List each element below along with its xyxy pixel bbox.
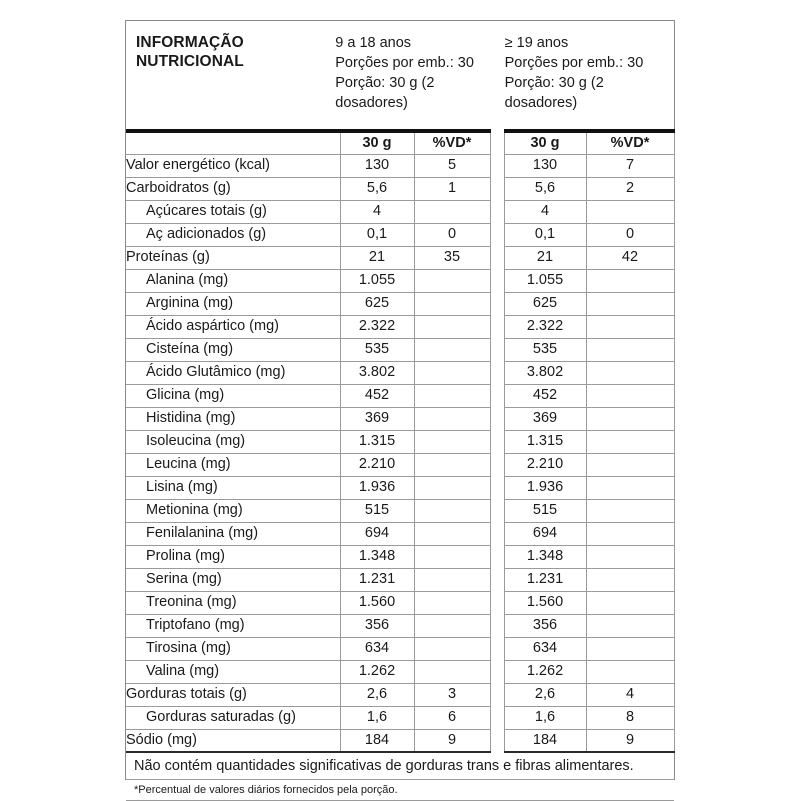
row-g1-dv	[414, 292, 490, 315]
row-g1-dv: 6	[414, 706, 490, 729]
row-g1-amount: 694	[340, 522, 414, 545]
row-g2-dv	[586, 591, 674, 614]
group-2-serving-size-line1: Porção: 30 g (2	[504, 75, 604, 91]
row-g1-amount: 2.210	[340, 453, 414, 476]
row-gap	[490, 706, 504, 729]
row-g2-amount: 1.231	[504, 568, 586, 591]
row-g1-amount: 1.055	[340, 269, 414, 292]
table-row	[126, 200, 674, 223]
row-gap	[490, 683, 504, 706]
row-label: Arginina (mg)	[126, 292, 340, 315]
row-g2-amount: 356	[504, 614, 586, 637]
row-label: Serina (mg)	[126, 568, 340, 591]
group-1-age-label: 9 a 18 anos	[335, 35, 412, 51]
row-g1-amount: 2,6	[340, 683, 414, 706]
group-2-serving-size-line2: dosadores)	[504, 95, 578, 111]
row-g2-dv	[586, 430, 674, 453]
group-1-serving-size-line1: Porção: 30 g (2	[335, 75, 435, 91]
row-gap	[490, 154, 504, 177]
table-row	[126, 614, 674, 637]
row-gap	[490, 292, 504, 315]
row-label: Isoleucina (mg)	[126, 430, 340, 453]
row-g2-amount: 21	[504, 246, 586, 269]
row-g1-dv	[414, 315, 490, 338]
row-label: Proteínas (g)	[126, 246, 340, 269]
row-gap	[490, 637, 504, 660]
row-g2-dv: 4	[586, 683, 674, 706]
row-gap	[490, 177, 504, 200]
row-g1-dv	[414, 660, 490, 683]
row-g2-amount: 515	[504, 499, 586, 522]
nutrition-facts-panel	[125, 20, 675, 796]
row-g1-amount: 1,6	[340, 706, 414, 729]
table-row	[126, 729, 674, 752]
table-row	[126, 407, 674, 430]
row-gap	[490, 361, 504, 384]
row-label: Valina (mg)	[126, 660, 340, 683]
row-gap	[490, 200, 504, 223]
row-g1-amount: 1.262	[340, 660, 414, 683]
row-gap	[490, 384, 504, 407]
row-g1-amount: 535	[340, 338, 414, 361]
row-g2-dv	[586, 338, 674, 361]
nutrition-table	[126, 125, 675, 753]
row-g2-dv	[586, 499, 674, 522]
row-g2-dv	[586, 614, 674, 637]
row-g1-dv	[414, 453, 490, 476]
row-gap	[490, 453, 504, 476]
row-g1-amount: 21	[340, 246, 414, 269]
row-g2-amount: 184	[504, 729, 586, 752]
row-g1-dv	[414, 614, 490, 637]
row-gap	[490, 476, 504, 499]
table-row	[126, 177, 674, 200]
row-g2-dv	[586, 407, 674, 430]
row-g2-dv	[586, 453, 674, 476]
row-g2-dv	[586, 568, 674, 591]
column-header-g2-dv: %VD*	[586, 131, 674, 154]
row-label: Sódio (mg)	[126, 729, 340, 752]
column-header-row	[126, 131, 674, 154]
row-g2-dv	[586, 476, 674, 499]
row-g1-amount: 2.322	[340, 315, 414, 338]
row-g1-amount: 1.348	[340, 545, 414, 568]
row-g2-dv	[586, 292, 674, 315]
group-2-age-label: ≥ 19 anos	[504, 35, 569, 51]
row-label: Aç adicionados (g)	[126, 223, 340, 246]
row-gap	[490, 407, 504, 430]
trans-fat-fiber-note: Não contém quantidades significativas de gorduras trans e fibras alimentares.	[126, 753, 674, 780]
row-g1-dv: 35	[414, 246, 490, 269]
row-g2-amount: 4	[504, 200, 586, 223]
table-row	[126, 545, 674, 568]
row-label: Tirosina (mg)	[126, 637, 340, 660]
row-label: Lisina (mg)	[126, 476, 340, 499]
row-g1-amount: 5,6	[340, 177, 414, 200]
row-gap	[490, 430, 504, 453]
row-g1-amount: 1.315	[340, 430, 414, 453]
row-g2-dv: 0	[586, 223, 674, 246]
row-g1-dv	[414, 545, 490, 568]
row-g1-dv	[414, 476, 490, 499]
row-gap	[490, 660, 504, 683]
row-label: Valor energético (kcal)	[126, 154, 340, 177]
row-g1-amount: 1.231	[340, 568, 414, 591]
row-g2-amount: 3.802	[504, 361, 586, 384]
row-g2-dv: 2	[586, 177, 674, 200]
row-g1-amount: 0,1	[340, 223, 414, 246]
row-g2-amount: 2.322	[504, 315, 586, 338]
row-label: Carboidratos (g)	[126, 177, 340, 200]
row-g1-amount: 1.936	[340, 476, 414, 499]
row-g1-dv: 1	[414, 177, 490, 200]
group-2-servings-per-pack: Porções por emb.: 30	[504, 55, 644, 71]
row-g2-amount: 130	[504, 154, 586, 177]
table-row	[126, 384, 674, 407]
row-g1-dv	[414, 591, 490, 614]
row-g2-dv	[586, 200, 674, 223]
table-row	[126, 246, 674, 269]
row-g1-dv	[414, 269, 490, 292]
row-g2-amount: 1.348	[504, 545, 586, 568]
row-g2-amount: 1,6	[504, 706, 586, 729]
panel-title-line2: NUTRICIONAL	[136, 53, 244, 71]
row-g1-dv	[414, 407, 490, 430]
row-gap	[490, 246, 504, 269]
row-g1-dv	[414, 499, 490, 522]
table-row	[126, 591, 674, 614]
row-g2-dv: 7	[586, 154, 674, 177]
row-label: Alanina (mg)	[126, 269, 340, 292]
row-g2-dv	[586, 660, 674, 683]
row-g1-dv	[414, 637, 490, 660]
row-g1-dv	[414, 384, 490, 407]
row-g2-dv	[586, 522, 674, 545]
row-g1-dv	[414, 522, 490, 545]
column-header-g1-amount: 30 g	[340, 131, 414, 154]
table-row	[126, 706, 674, 729]
row-g1-amount: 4	[340, 200, 414, 223]
row-label: Fenilalanina (mg)	[126, 522, 340, 545]
column-header-g2-amount: 30 g	[504, 131, 586, 154]
table-row	[126, 499, 674, 522]
row-g1-amount: 356	[340, 614, 414, 637]
row-g2-amount: 1.936	[504, 476, 586, 499]
row-label: Leucina (mg)	[126, 453, 340, 476]
row-g2-dv	[586, 545, 674, 568]
row-gap	[490, 315, 504, 338]
group-1-serving-size-line2: dosadores)	[335, 95, 408, 111]
column-header-g1-dv: %VD*	[414, 131, 490, 154]
panel-title	[126, 33, 335, 125]
row-gap	[490, 614, 504, 637]
row-label: Triptofano (mg)	[126, 614, 340, 637]
row-g2-dv	[586, 637, 674, 660]
row-g2-dv: 8	[586, 706, 674, 729]
row-g2-amount: 625	[504, 292, 586, 315]
row-g1-dv: 0	[414, 223, 490, 246]
row-g2-dv	[586, 384, 674, 407]
table-row	[126, 269, 674, 292]
table-row	[126, 568, 674, 591]
row-g2-dv	[586, 361, 674, 384]
row-g2-amount: 2,6	[504, 683, 586, 706]
row-g1-amount: 3.802	[340, 361, 414, 384]
row-g2-amount: 452	[504, 384, 586, 407]
row-g2-amount: 634	[504, 637, 586, 660]
row-g1-dv	[414, 361, 490, 384]
row-g1-dv: 3	[414, 683, 490, 706]
table-row	[126, 154, 674, 177]
row-label: Açúcares totais (g)	[126, 200, 340, 223]
row-gap	[490, 223, 504, 246]
group-1-header	[335, 33, 504, 125]
table-row	[126, 476, 674, 499]
row-g1-amount: 130	[340, 154, 414, 177]
row-label: Histidina (mg)	[126, 407, 340, 430]
row-g2-amount: 369	[504, 407, 586, 430]
row-g2-amount: 1.560	[504, 591, 586, 614]
row-g1-amount: 634	[340, 637, 414, 660]
row-g2-amount: 1.055	[504, 269, 586, 292]
panel-title-line1: INFORMAÇÃO	[136, 34, 244, 51]
row-g2-dv	[586, 315, 674, 338]
column-header-blank	[126, 131, 340, 154]
nutrition-table-body	[126, 125, 674, 752]
row-g1-dv: 9	[414, 729, 490, 752]
row-g1-amount: 515	[340, 499, 414, 522]
table-row	[126, 660, 674, 683]
row-g2-amount: 0,1	[504, 223, 586, 246]
row-g2-amount: 2.210	[504, 453, 586, 476]
row-g1-dv	[414, 338, 490, 361]
row-g1-amount: 452	[340, 384, 414, 407]
row-label: Gorduras totais (g)	[126, 683, 340, 706]
row-g1-dv	[414, 200, 490, 223]
row-g1-amount: 625	[340, 292, 414, 315]
row-label: Metionina (mg)	[126, 499, 340, 522]
table-row	[126, 430, 674, 453]
row-g1-amount: 1.560	[340, 591, 414, 614]
row-gap	[490, 545, 504, 568]
row-g1-amount: 184	[340, 729, 414, 752]
table-row	[126, 637, 674, 660]
row-g1-dv: 5	[414, 154, 490, 177]
row-g1-amount: 369	[340, 407, 414, 430]
daily-value-footnote: *Percentual de valores diários fornecidos pela porção.	[126, 780, 674, 801]
group-1-servings-per-pack: Porções por emb.: 30	[335, 55, 474, 71]
row-g2-amount: 1.315	[504, 430, 586, 453]
row-label: Cisteína (mg)	[126, 338, 340, 361]
row-label: Gorduras saturadas (g)	[126, 706, 340, 729]
row-g2-dv	[586, 269, 674, 292]
row-gap	[490, 499, 504, 522]
row-label: Ácido Glutâmico (mg)	[126, 361, 340, 384]
column-header-gap	[490, 131, 504, 154]
table-row	[126, 522, 674, 545]
table-row	[126, 361, 674, 384]
row-g2-amount: 5,6	[504, 177, 586, 200]
row-g2-dv: 9	[586, 729, 674, 752]
row-label: Glicina (mg)	[126, 384, 340, 407]
row-g2-amount: 535	[504, 338, 586, 361]
row-g2-dv: 42	[586, 246, 674, 269]
row-gap	[490, 568, 504, 591]
group-2-header	[505, 33, 674, 125]
row-g2-amount: 1.262	[504, 660, 586, 683]
row-label: Ácido aspártico (mg)	[126, 315, 340, 338]
nutrition-header	[126, 21, 674, 125]
row-g1-dv	[414, 430, 490, 453]
table-row	[126, 292, 674, 315]
table-row	[126, 315, 674, 338]
row-label: Treonina (mg)	[126, 591, 340, 614]
row-label: Prolina (mg)	[126, 545, 340, 568]
table-row	[126, 683, 674, 706]
row-gap	[490, 269, 504, 292]
table-row	[126, 453, 674, 476]
row-gap	[490, 729, 504, 752]
row-gap	[490, 591, 504, 614]
table-row	[126, 338, 674, 361]
row-gap	[490, 338, 504, 361]
row-g1-dv	[414, 568, 490, 591]
row-g2-amount: 694	[504, 522, 586, 545]
row-gap	[490, 522, 504, 545]
table-row	[126, 223, 674, 246]
